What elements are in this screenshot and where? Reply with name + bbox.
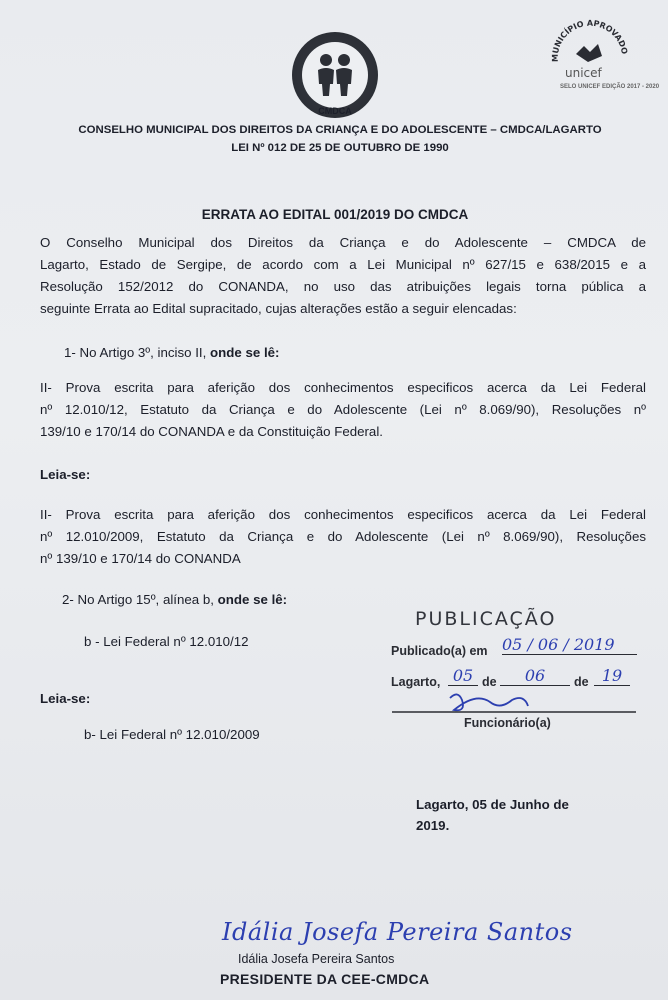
item-2-prefix: 2- No Artigo 15º, alínea b, xyxy=(62,592,218,607)
item-2-corrected: b- Lei Federal nº 12.010/2009 xyxy=(84,727,260,742)
item-1-corrected-line: nº 12.010/2009, Estatuto da Criança e do Adolescente (Lei nº 8.069/90), Resoluções xyxy=(40,529,646,544)
intro-paragraph xyxy=(40,232,646,320)
seal-brand: unicef xyxy=(565,66,602,80)
item-1-original-line: 139/10 e 170/14 do CONANDA e da Constituição Federal. xyxy=(40,424,383,439)
stamp-day: 05 xyxy=(448,666,478,686)
logo-label: CMDCA xyxy=(318,106,352,116)
intro-line: Lagarto, Estado de Sergipe, de acordo com a Lei Municipal nº 627/15 e 638/2015 e a xyxy=(40,257,646,272)
item-2-heading xyxy=(62,592,287,607)
header-line-2: LEI Nº 012 DE 25 DE OUTUBRO DE 1990 xyxy=(231,142,449,154)
item-1-original xyxy=(40,377,646,443)
stamp-year: 19 xyxy=(594,666,630,686)
seal-sub: SELO UNICEF EDIÇÃO 2017 - 2020 xyxy=(560,84,660,90)
intro-line: seguinte Errata ao Edital supracitado, cujas alterações estão a seguir elencadas: xyxy=(40,301,517,316)
item-2-original: b - Lei Federal nº 12.010/12 xyxy=(84,634,249,649)
stamp-de-2: de xyxy=(574,675,589,689)
stamp-title: PUBLICAÇÃO xyxy=(415,608,557,630)
stamp-place-label: Lagarto, xyxy=(391,675,441,689)
item-1-corrected-line: II- Prova escrita para aferição dos conhecimentos especificos acerca da Lei Federal xyxy=(40,507,646,522)
stamp-published-value: 05 / 06 / 2019 xyxy=(502,635,637,655)
stamp-month: 06 xyxy=(500,666,570,686)
intro-line: O Conselho Municipal dos Direitos da Criança e do Adolescente – CMDCA de xyxy=(40,235,646,250)
item-2-bold: onde se lê: xyxy=(217,592,288,607)
item-1-bold: onde se lê: xyxy=(210,345,280,360)
item-1-heading xyxy=(64,345,279,360)
item-1-prefix: 1- No Artigo 3º, inciso II, xyxy=(64,345,211,360)
document-title: ERRATA AO EDITAL 001/2019 DO CMDCA xyxy=(201,207,469,222)
leia-se-2: Leia-se: xyxy=(40,691,91,706)
intro-line: Resolução 152/2012 do CONANDA, no uso das atribuições legais torna pública a xyxy=(40,279,646,294)
stamp-official-label: Funcionário(a) xyxy=(464,716,551,730)
item-1-corrected xyxy=(40,504,646,570)
stamp-de-1: de xyxy=(482,675,497,689)
seal-text: MUNICÍPIO APROVADO xyxy=(550,18,630,63)
signatory-name: Idália Josefa Pereira Santos xyxy=(238,952,395,966)
children-icon xyxy=(310,52,360,98)
signatory-role: PRESIDENTE DA CEE-CMDCA xyxy=(220,971,430,987)
item-1-original-line: nº 12.010/12, Estatuto da Criança e do Adolescente (Lei nº 8.069/90), Resoluções nº xyxy=(40,402,646,417)
closing-line-1: Lagarto, 05 de Junho de xyxy=(416,797,569,812)
leia-se-1: Leia-se: xyxy=(40,467,91,482)
item-1-corrected-line: nº 139/10 e 170/14 do CONANDA xyxy=(40,551,241,566)
closing-line-2: 2019. xyxy=(416,818,450,833)
handwritten-signature: Idália Josefa Pereira Santos xyxy=(222,918,573,946)
header-line-1: CONSELHO MUNICIPAL DOS DIREITOS DA CRIANÇA E DO ADOLESCENTE – CMDCA/LAGARTO xyxy=(78,124,602,136)
item-1-original-line: II- Prova escrita para aferição dos conhecimentos especificos acerca da Lei Federal xyxy=(40,380,646,395)
stamp-published-label: Publicado(a) em xyxy=(391,644,488,658)
